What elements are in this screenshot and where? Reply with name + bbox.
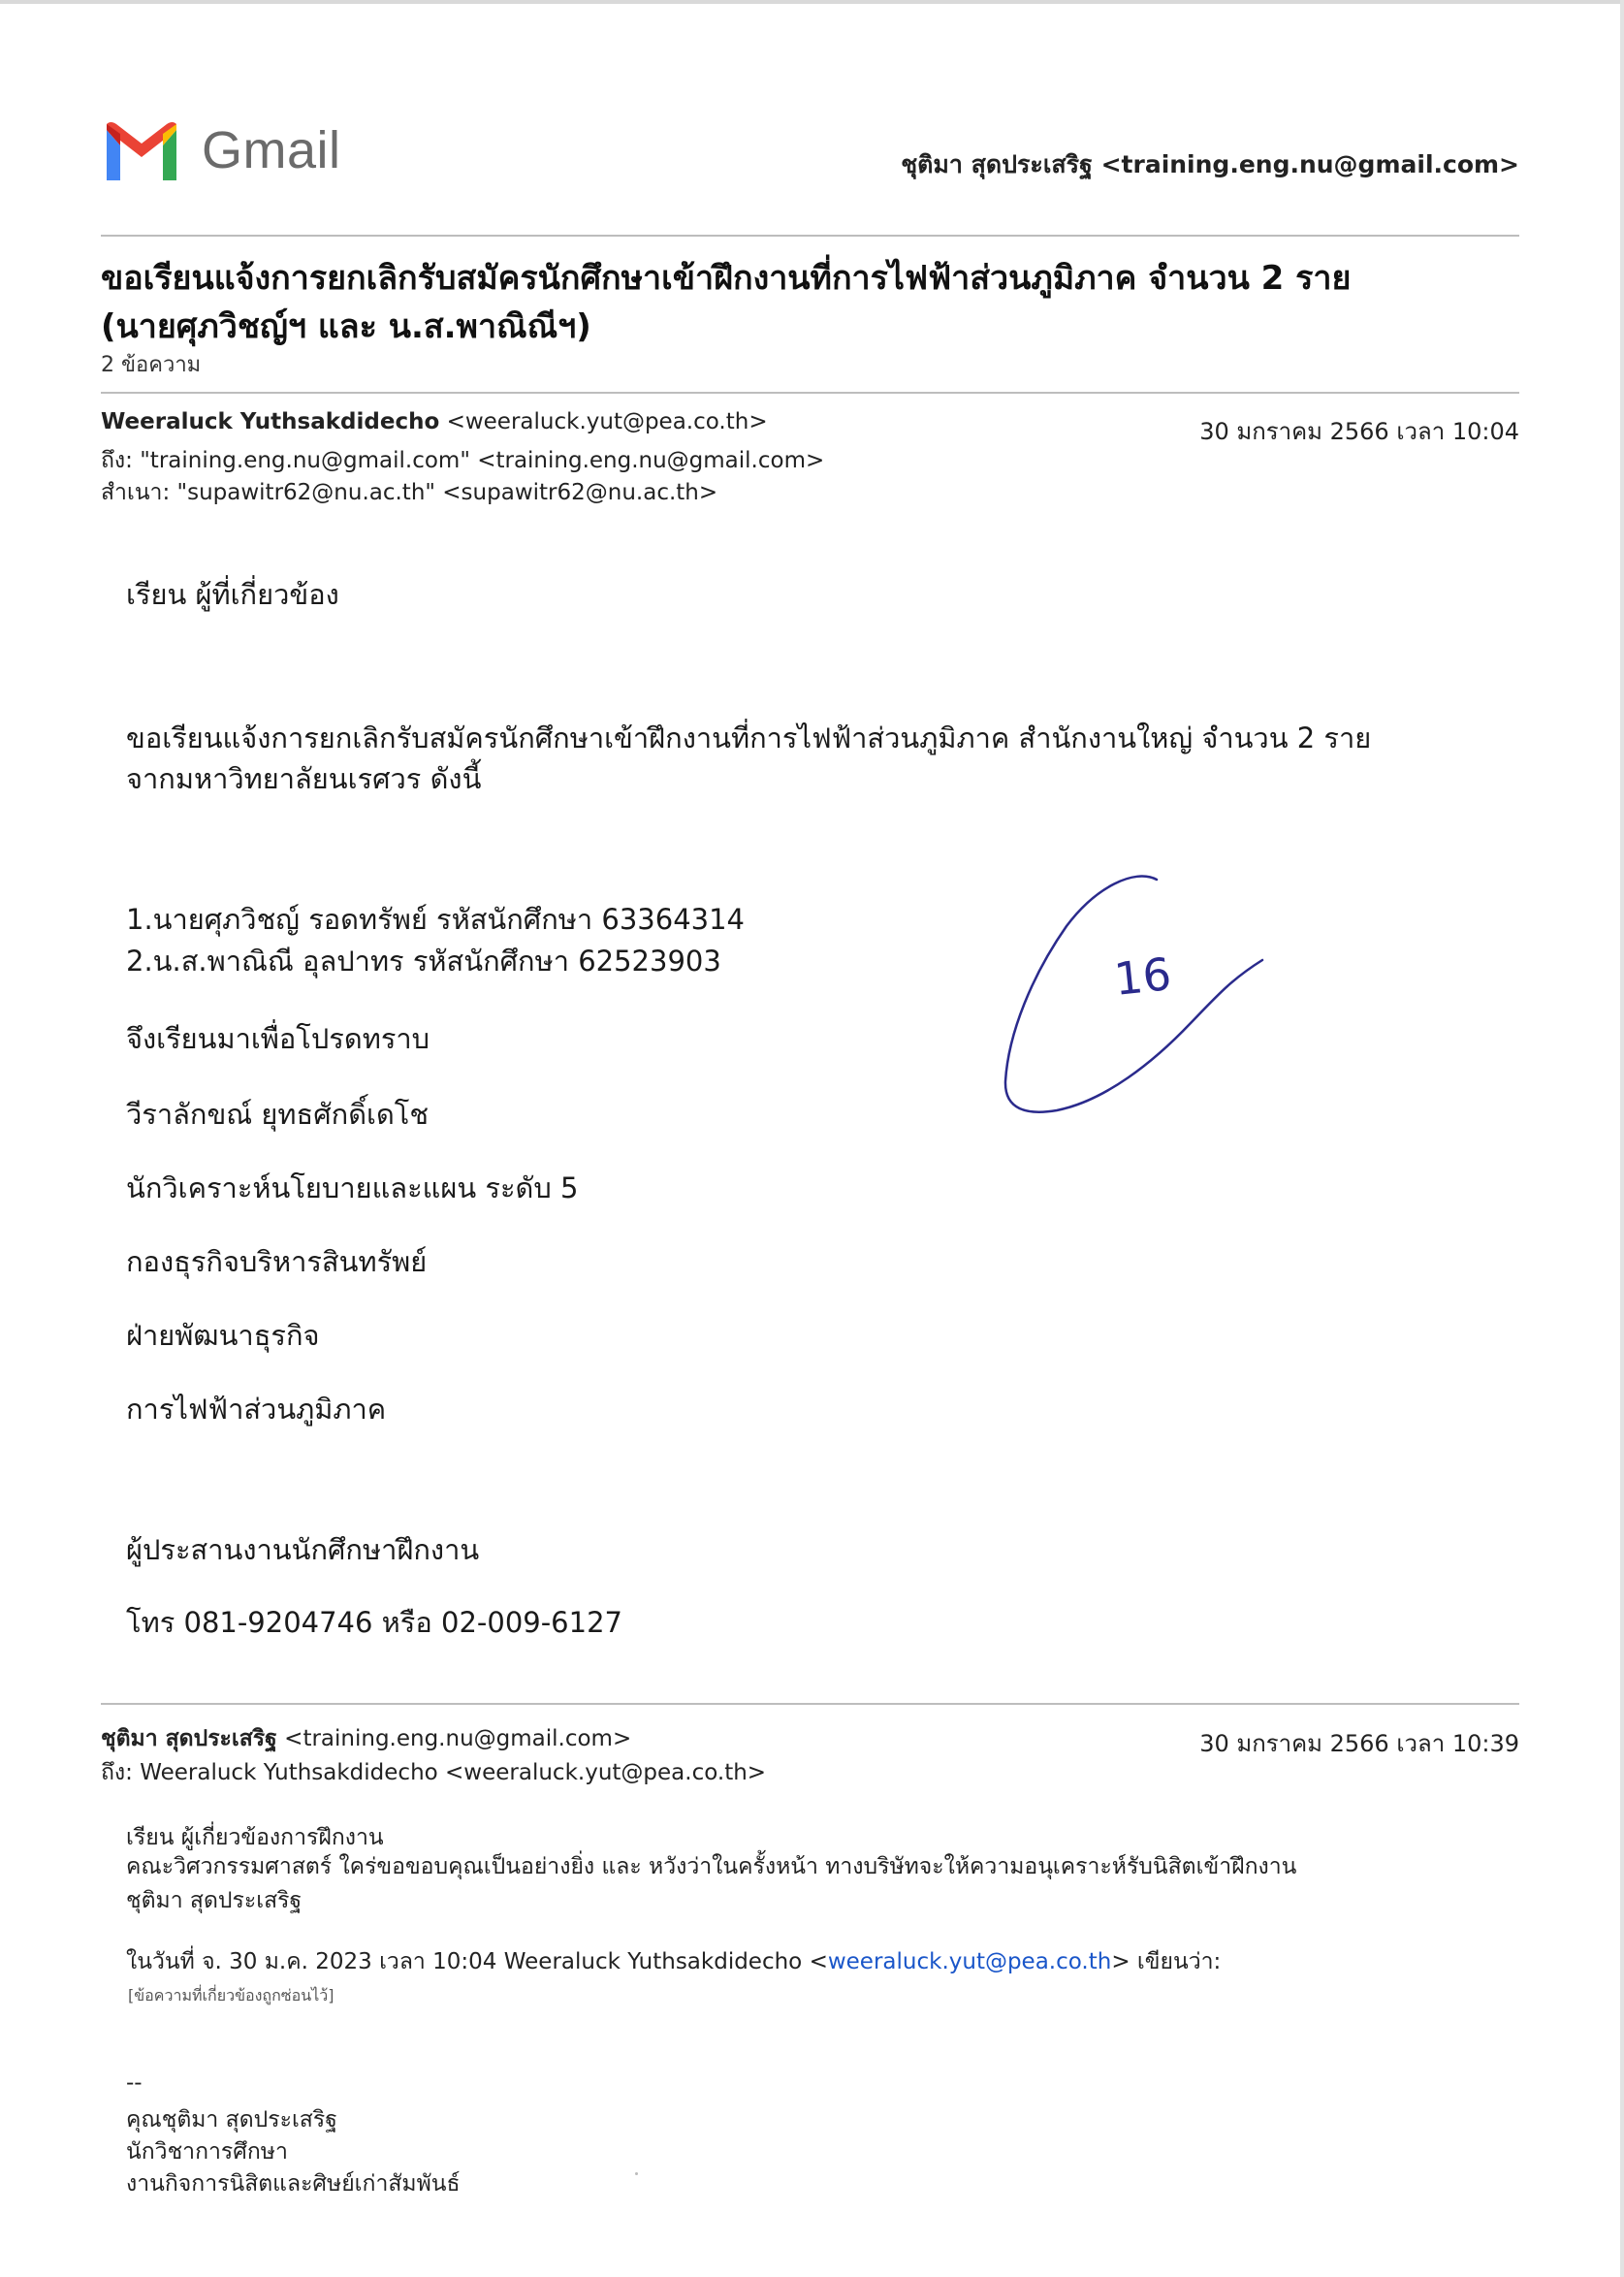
message1-closing: จึงเรียนมาเพื่อโปรดทราบ [126,1022,430,1055]
message2-sender [101,1721,631,1756]
message1-to: ถึง: "training.eng.nu@gmail.com" <training.eng.nu@gmail.com> [101,448,825,473]
subject-line-1: ขอเรียนแจ้งการยกเลิกรับสมัครนักศึกษาเข้าฝึกงานที่การไฟฟ้าส่วนภูมิภาค จำนวน 2 ราย [101,259,1352,298]
account-label: ชุติมา สุดประเสริฐ <training.eng.nu@gmail.com> [901,150,1519,178]
quote-email-link[interactable]: weeraluck.yut@pea.co.th [827,1949,1112,1974]
message1-phone: โทร 081-9204746 หรือ 02-009-6127 [126,1606,622,1639]
thread-subject [101,254,1526,351]
divider [101,392,1519,394]
message1-para1-line2: จากมหาวิทยาลัยนเรศวร ดังนี้ [126,762,482,795]
message1-sig-title: นักวิเคราะห์นโยบายและแผน ระดับ 5 [126,1171,579,1204]
message2-line-3: ชุติมา สุดประเสริฐ [126,1888,303,1913]
message2-sender-email: <training.eng.nu@gmail.com> [284,1726,632,1751]
divider [101,235,1519,237]
gmail-logo-icon [101,120,182,184]
annotation-text: 16 [1111,947,1174,1006]
message2-sig-title: นักวิชาการศึกษา [126,2139,288,2165]
message2-sender-name: ชุติมา สุดประเสริฐ [101,1726,277,1751]
message1-cc: สำเนา: "supawitr62@nu.ac.th" <supawitr62@nu.ac.th> [101,480,718,505]
message1-sig-department: ฝ่ายพัฒนาธุรกิจ [126,1319,320,1352]
message2-sig-unit: งานกิจการนิสิตและศิษย์เก่าสัมพันธ์ [126,2171,461,2197]
message1-coordinator: ผู้ประสานงานนักศึกษาฝึกงาน [126,1533,480,1566]
message2-sig-dash: -- [126,2070,143,2096]
quote-suffix: > เขียนว่า: [1111,1949,1222,1974]
message2-sig-name: คุณชุติมา สุดประเสริฐ [126,2107,337,2133]
message-count: 2 ข้อความ [101,353,202,377]
message1-sig-division: กองธุรกิจบริหารสินทรัพย์ [126,1245,428,1278]
quote-prefix: ในวันที่ จ. 30 ม.ค. 2023 เวลา 10:04 Weeraluck Yuthsakdidecho < [126,1949,828,1974]
message1-item-1: 1.นายศุภวิชญ์ รอดทรัพย์ รหัสนักศึกษา 63364314 [126,903,745,936]
message2-quote-header [126,1944,1221,1979]
message1-para1-line1: ขอเรียนแจ้งการยกเลิกรับสมัครนักศึกษาเข้าฝึกงานที่การไฟฟ้าส่วนภูมิภาค สำนักงานใหญ่ จำนวน 2 ราย [126,722,1372,754]
message1-sender-email: <weeraluck.yut@pea.co.th> [446,409,768,434]
scan-edge-top [0,0,1624,4]
hidden-content-note[interactable]: [ข้อความที่เกี่ยวข้องถูกซ่อนไว้] [128,1986,334,2004]
message1-sig-name: วีราลักขณ์ ยุทธศักดิ์เดโช [126,1098,430,1131]
handwritten-annotation [989,868,1280,1120]
message1-sender [101,409,768,434]
subject-line-2: (นายศุภวิชญ์ฯ และ น.ส.พาณิณีฯ) [101,307,591,346]
scan-speck [635,2172,638,2175]
scan-edge-right [1620,0,1624,2277]
message1-greeting: เรียน ผู้ที่เกี่ยวข้อง [126,578,339,611]
gmail-wordmark: Gmail [202,121,341,179]
message1-date: 30 มกราคม 2566 เวลา 10:04 [1199,418,1519,445]
divider [101,1703,1519,1705]
message2-line-2: คณะวิศวกรรมศาสตร์ ใคร่ขอขอบคุณเป็นอย่างยิ่ง และ หวังว่าในครั้งหน้า ทางบริษัทจะให้ความอนุเคราะห์รับนิสิตเข้าฝึกงาน [126,1854,1297,1879]
message1-sig-org: การไฟฟ้าส่วนภูมิภาค [126,1393,387,1426]
message2-date: 30 มกราคม 2566 เวลา 10:39 [1199,1730,1519,1757]
message1-item-2: 2.น.ส.พาณิณี อุลปาทร รหัสนักศึกษา 62523903 [126,945,721,978]
message2-to: ถึง: Weeraluck Yuthsakdidecho <weeraluck.yut@pea.co.th> [101,1760,767,1785]
message2-line-1: เรียน ผู้เกี่ยวข้องการฝึกงาน [126,1825,384,1850]
message1-sender-name: Weeraluck Yuthsakdidecho [101,409,440,434]
